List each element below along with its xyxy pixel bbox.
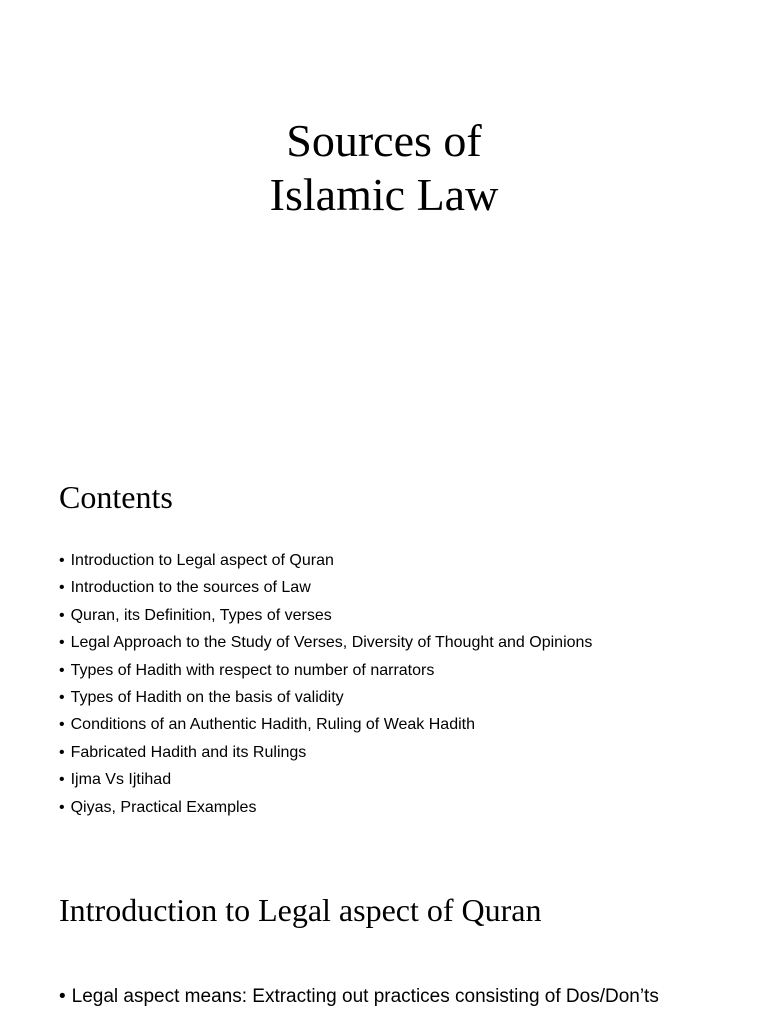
title-slide — [0, 0, 768, 448]
list-item: • Types of Hadith with respect to number of narrators — [59, 657, 592, 684]
list-item: • Legal aspect means: Extracting out practices consisting of Dos/Don’ts — [59, 982, 659, 1012]
list-item: • Types of Hadith on the basis of validity — [59, 684, 592, 711]
list-item: • Conditions of an Authentic Hadith, Ruling of Weak Hadith — [59, 711, 592, 738]
list-item: • Quran, its Definition, Types of verses — [59, 602, 592, 629]
intro-slide — [0, 866, 768, 1024]
title-line-1: Sources of — [286, 115, 482, 166]
list-item: • Ijma Vs Ijtihad — [59, 766, 592, 793]
list-item: • Fabricated Hadith and its Rulings — [59, 739, 592, 766]
list-item: • Qiyas, Practical Examples — [59, 794, 592, 821]
title-line-2: Islamic Law — [269, 169, 499, 220]
intro-list — [59, 982, 659, 1012]
intro-heading: Introduction to Legal aspect of Quran — [59, 892, 542, 928]
list-item: • Introduction to the sources of Law — [59, 574, 592, 601]
contents-list — [59, 547, 592, 821]
contents-heading: Contents — [59, 479, 173, 515]
contents-slide — [0, 448, 768, 866]
presentation-title — [0, 114, 768, 222]
list-item: • Introduction to Legal aspect of Quran — [59, 547, 592, 574]
list-item: • Legal Approach to the Study of Verses, Diversity of Thought and Opinions — [59, 629, 592, 656]
